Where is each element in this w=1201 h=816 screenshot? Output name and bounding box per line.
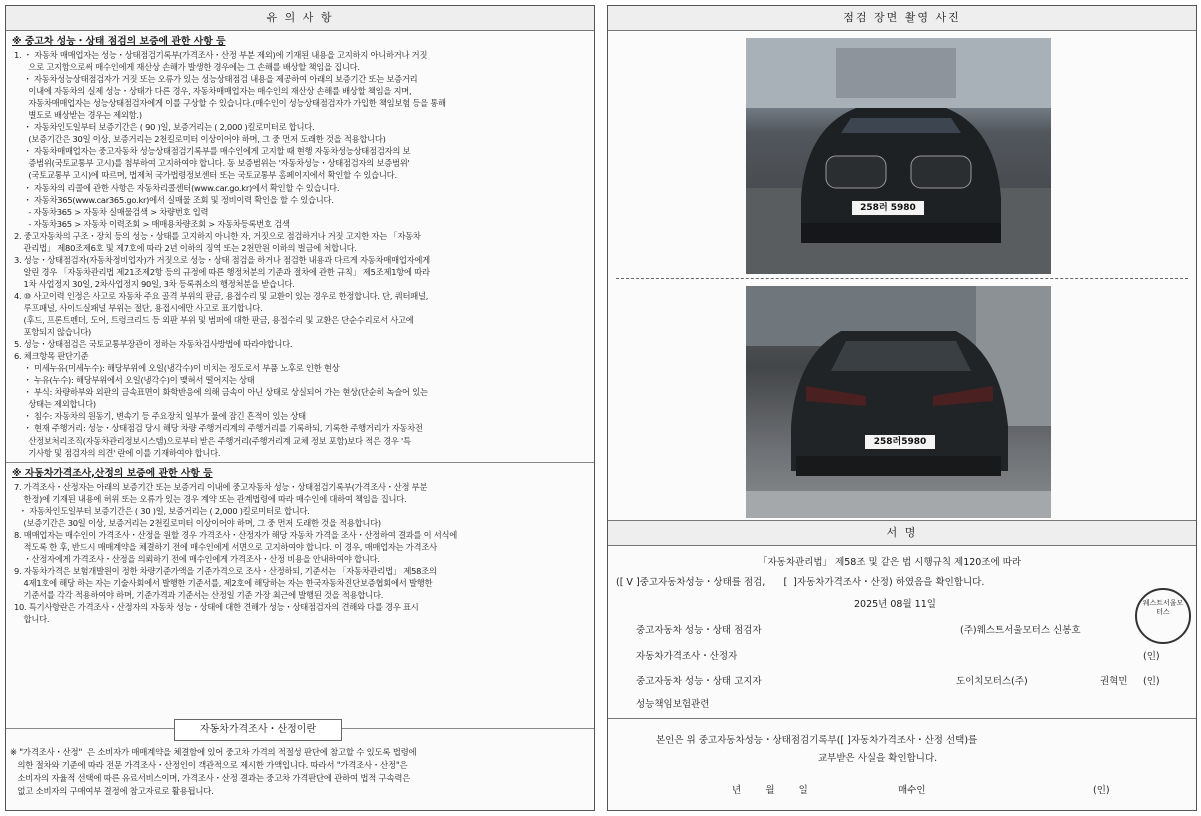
notice-panel — [5, 5, 595, 811]
section2-line: ・산정자에게 가격조사・산정을 의뢰하기 전에 매수인에게 가격조사・산정 비용을 안내하여야 합니다. — [14, 553, 380, 564]
notifier-sign: (인) — [1143, 676, 1160, 687]
section1-line: (보증기간은 30일 이상, 보증거리는 2천킬로미터 이상이어야 하며, 그 중 먼저 도래한 것을 적용합니다) — [14, 134, 386, 145]
photo-title: 점검 장면 촬영 사진 — [608, 6, 1196, 31]
section1-line: ・ 자동차인도일부터 보증기간은 ( 90 )일, 보증거리는 ( 2,000 )킬로미터로 합니다. — [14, 122, 315, 133]
section2-body — [6, 481, 594, 626]
section2-line: 9. 자동차가격은 보험개발원이 정한 차량기준가액을 기준가격으로 조사・산정하되, 기준서는 「자동차관리법」 제58조의 — [14, 565, 437, 576]
inspector-label: 중고자동차 성능・상태 점검자 — [636, 625, 762, 636]
section2-line: 8. 매매업자는 매수인이 가격조사・산정을 원할 경우 가격조사・산정자가 해당 자동차 가격을 조사・산정하여 결과를 이 서식에 — [14, 529, 458, 540]
section1-body — [6, 49, 594, 459]
car-front-icon — [746, 38, 1051, 274]
note-line: 없고 소비자의 구매여부 결정에 참고자료로 활용됩니다. — [10, 786, 214, 796]
section2-line: ・ 자동차인도일부터 보증기간은 ( 30 )일, 보증거리는 ( 2,000 )킬로미터로 합니다. — [14, 505, 310, 516]
section1-line: ・ 자동차매매업자는 중고자동차 성능상태점검기록부를 매수인에게 고지할 때 현행 자동차성능상태점검자의 보 — [14, 146, 411, 157]
inspector-value: (주)웨스트서울모터스 신봉호 — [960, 625, 1081, 636]
section1-line: 관리법」 제80조제6호 및 제7호에 따라 2년 이하의 징역 또는 2천만원 이하의 벌금에 처합니다. — [14, 242, 357, 253]
section1-line: ・ 누유(누수): 해당부위에서 오일(냉각수)이 맺혀서 떨어지는 상태 — [14, 375, 255, 386]
section1-line: - 자동차365 > 자동차 실매물검색 > 차량번호 입력 — [14, 206, 209, 217]
insurance-label: 성능책임보험관련 — [636, 699, 710, 710]
section1-line: (후드, 프론트펜더, 도어, 트렁크리드 등 외판 부위 및 범퍼에 대한 판금, 용접수리 및 교환은 단순수리로서 사고에 — [14, 315, 414, 326]
note-line: 의한 절차와 기준에 따라 전문 가격조사・산정인이 객관적으로 제시한 가액입니다. 따라서 "가격조사・산정"은 — [10, 760, 408, 770]
receipt-date: 년 월 일 — [732, 785, 808, 796]
section1-line: 3. 성능・상태점검자(자동차정비업자)가 거짓으로 성능・상태 점검을 하거나 점검한 내용과 다르게 자동차매매업자에게 — [14, 254, 430, 265]
section2-line: (보증기간은 30일 이상, 보증거리는 2천킬로미터 이상이어야 하며, 그 중 먼저 도래한 것을 적용합니다) — [14, 517, 381, 528]
section1-line: 2. 중고자동차의 구조・장치 등의 성능・상태를 고지하지 아니한 자, 거짓으로 점검하거나 거짓 고지한 자는 「자동차 — [14, 230, 421, 241]
company-seal: 웨스트서울모터스 — [1135, 588, 1191, 644]
section2-line: 한정)에 기재된 내용에 허위 또는 오류가 있는 경우 계약 또는 관계법령에 따라 매수인에 대하여 책임을 집니다. — [14, 493, 407, 504]
section1-title: ※ 중고차 성능・상태 점검의 보증에 관한 사항 등 — [12, 36, 226, 47]
receipt-line-1: 본인은 위 중고자동차성능・상태점검기록부([ ]자동차가격조사・산정 선택)를 — [656, 735, 978, 746]
notifier-company: 도이치모터스(주) — [956, 676, 1028, 687]
rear-license-plate: 258러5980 — [864, 434, 936, 450]
signature-panel — [607, 5, 1197, 811]
front-license-plate: 258러 5980 — [851, 200, 925, 216]
section1-line: (국토교통부 고시)에 따르며, 법제처 국가법령정보센터 또는 국토교통부 홈페이지에서 확인할 수 있습니다. — [14, 170, 397, 181]
section2-line: 4제1호에 해당 하는 자는 기술사회에서 발행한 기준서를, 제2호에 해당하는 자는 한국자동차진단보증협회에서 발행한 — [14, 577, 433, 588]
section2-title: ※ 자동차가격조사,산정의 보증에 관한 사항 등 — [12, 467, 213, 479]
notifier-label: 중고자동차 성능・상태 고지자 — [636, 676, 762, 687]
section1-line: 기사항 및 점검자의 의견' 란에 이를 기재하여야 합니다. — [14, 447, 221, 458]
note-line: ※ "가격조사・산정" 은 소비자가 매매계약을 체결함에 있어 중고차 가격의 적절성 판단에 참고할 수 있도록 법령에 — [10, 747, 417, 757]
section2-line: 합니다. — [14, 614, 50, 625]
section1-line: 산정보처리조직(자동차관리정보시스템)으로부터 받은 주행거리(주행거리계 교체 정보 포함)보다 적은 경우 '특 — [14, 435, 411, 446]
section1-line: 별도로 배상받는 경우는 제외함.) — [14, 110, 142, 121]
section1-line: ・ 자동차성능상태점검자가 거짓 또는 오류가 있는 성능상태점검 내용을 제공하여 아래의 보증기간 또는 보증거리 — [14, 74, 418, 85]
section1-line: ・ 침수: 자동차의 원동기, 변속기 등 주요장치 일부가 물에 잠긴 흔적이 있는 상태 — [14, 411, 306, 422]
sign-date: 2025년 08월 11일 — [854, 599, 936, 610]
section2-line: 기준서를 각각 적용하여야 하며, 기준가격과 기준서는 산정일 기준 가장 최근에 발행된 것을 적용합니다. — [14, 590, 384, 601]
section1-line: ・ 자동차365(www.car365.go.kr)에서 실매물 조회 및 정비이력 확인을 할 수 있습니다. — [14, 194, 334, 205]
buyer-sign: (인) — [1093, 785, 1110, 796]
section1-line: 으로 고지함으로써 매수인에게 재산상 손해가 발생한 경우에는 그 손해를 배상할 책임을 집니다. — [14, 62, 360, 73]
front-car-photo — [746, 38, 1051, 274]
section1-line: 포함되지 않습니다) — [14, 327, 92, 338]
section1-line: 1차 사업정지 30일, 2차사업정지 90일, 3차 등록취소의 행정처분을 받습니다. — [14, 278, 295, 289]
appraiser-sign: (인) — [1143, 651, 1160, 662]
section1-line: 5. 성능・상태점검은 국토교통부장관이 정하는 자동차검사방법에 따라야합니다. — [14, 339, 293, 350]
section1-line: - 자동차365 > 자동차 이력조회 > 매매용차량조회 > 자동차등록번호 검색 — [14, 218, 290, 229]
rear-car-photo — [746, 286, 1051, 518]
appraisal-definition-note — [10, 746, 416, 798]
section1-line: 증범위(국토교통부 고시)를 첨부하여 고지하여야 합니다. 동 보증범위는 '자동차성능・상태점검자의 보증범위' — [14, 158, 410, 169]
section2-line: 10. 특기사항란은 가격조사・산정자의 자동차 성능・상태에 대한 견해가 성능・상태점검자의 견해와 다를 경우 표시 — [14, 602, 419, 613]
section2-line: 적도록 한 후, 반드시 매매계약을 체결하기 전에 매수인에게 서면으로 고지하여야 합니다. 이 경우, 매매업자는 가격조사 — [14, 541, 437, 552]
section1-line: 루프패널, 사이드실패널 부위는 절단, 용접시에만 사고로 표기합니다. — [14, 302, 263, 313]
section1-line: 이내에 자동차의 실제 성능・상태가 다른 경우, 자동차매매업자는 매수인의 재산상 손해를 배상할 책임을 지며, — [14, 86, 412, 97]
note-line: 소비자의 자율적 선택에 따른 유료서비스이며, 가격조사・산정 결과는 중고차 가격판단에 관하여 법적 구속력은 — [10, 773, 411, 783]
law-reference: 「자동차관리법」 제58조 및 같은 법 시행규칙 제120조에 따라 — [758, 557, 1022, 568]
section1-line: ・ 미세누유(미세누수): 해당부위에 오일(냉각수)이 비치는 정도로서 부품 노후로 인한 현상 — [14, 363, 340, 374]
section1-line: ・ 부식: 차량하부와 외판의 금속표면이 화학반응에 의해 금속이 아닌 상태로 상실되어 가는 현상(단순히 녹슬어 있는 — [14, 387, 428, 398]
appraiser-label: 자동차가격조사・산정자 — [636, 651, 738, 662]
section1-line: 알린 경우 「자동차관리법 제21조제2항 등의 규정에 따른 행정처분의 기준과 절차에 관한 규칙」 제5조제1항에 따라 — [14, 266, 430, 277]
car-rear-icon — [746, 286, 1051, 518]
section1-line: 1. ・ 자동차 매매업자는 성능・상태점검기록부(가격조사・산정 부분 제외)에 기재된 내용을 고지하지 아니하거나 거짓 — [14, 50, 428, 60]
confirm-statement: ([ V ]중고자동차성능・상태를 점검, [ ]자동차가격조사・산정) 하였음을 확인합니다. — [616, 577, 985, 588]
buyer-label: 매수인 — [898, 785, 926, 796]
appraisal-definition-title: 자동차가격조사・산정이란 — [174, 719, 342, 741]
notifier-name: 권혁민 — [1100, 676, 1128, 687]
section1-line: 상태는 제외합니다) — [14, 399, 96, 410]
section2-line: 7. 가격조사・산정자는 아래의 보증기간 또는 보증거리 이내에 중고자동차 성능・상태점검기록부(가격조사・산정 부분 — [14, 481, 428, 492]
section1-line: 4. ⑩ 사고이력 인정은 사고로 자동차 주요 골격 부위의 판금, 용접수리 및 교환이 있는 경우로 한정합니다. 단, 쿼터패널, — [14, 290, 429, 301]
section1-line: 6. 체크항목 판단기준 — [14, 351, 89, 362]
section1-line: ・ 자동차의 리콜에 관한 사항은 자동차리콜센터(www.car.go.kr)에서 확인할 수 있습니다. — [14, 182, 340, 193]
section1-line: 자동차매매업자는 성능상태점검자에게 이를 구상할 수 있습니다.(매수인이 성능상태점검자가 가입한 책임보험 등을 통해 — [14, 98, 446, 109]
signature-title: 서 명 — [608, 521, 1196, 546]
notice-title: 유 의 사 항 — [6, 6, 594, 31]
section1-line: ・ 현재 주행거리: 성능・상태점검 당시 해당 차량 주행거리계의 주행거리를 기록하되, 기록한 주행거리가 자동차전 — [14, 423, 423, 434]
receipt-line-2: 교부받은 사실을 확인합니다. — [818, 753, 938, 764]
